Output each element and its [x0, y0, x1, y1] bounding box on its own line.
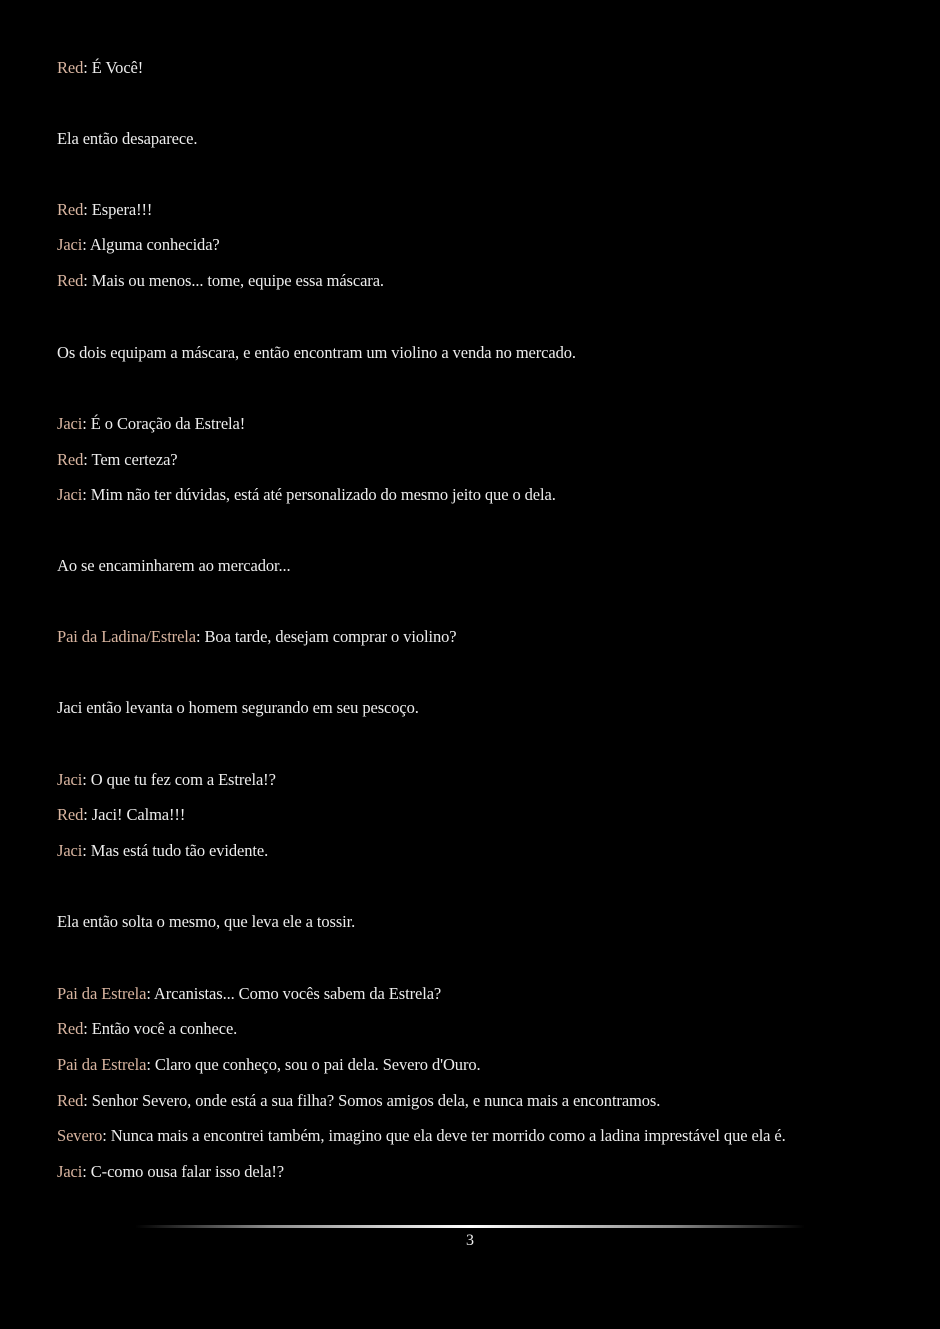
line-text: : Senhor Severo, onde está a sua filha? Somos amigos dela, e nunca mais a encontramos. [83, 1091, 661, 1110]
dialogue-line [57, 627, 457, 647]
dialogue-line [57, 1055, 481, 1075]
dialogue-line [57, 1126, 786, 1146]
dialogue-line [57, 485, 556, 505]
dialogue-line [57, 271, 384, 291]
line-text: : O que tu fez com a Estrela!? [82, 770, 276, 789]
line-text: : Mais ou menos... tome, equipe essa máscara. [83, 271, 384, 290]
line-text: Jaci então levanta o homem segurando em seu pescoço. [57, 698, 419, 717]
narration-line [57, 556, 291, 576]
narration-line [57, 343, 576, 363]
line-text: Os dois equipam a máscara, e então encontram um violino a venda no mercado. [57, 343, 576, 362]
speaker-name: Jaci [57, 485, 83, 504]
speaker-name: Red [57, 805, 84, 824]
dialogue-line [57, 1091, 660, 1111]
speaker-name: Jaci [57, 770, 83, 789]
line-text: Ao se encaminharem ao mercador... [57, 556, 291, 575]
speaker-name: Jaci [57, 414, 83, 433]
speaker-name: Pai da Ladina/Estrela [57, 627, 197, 646]
line-text: : Arcanistas... Como vocês sabem da Estrela? [146, 984, 442, 1003]
speaker-name: Red [57, 1019, 84, 1038]
speaker-name: Red [57, 450, 84, 469]
line-text: : Jaci! Calma!!! [83, 805, 186, 824]
dialogue-line [57, 1162, 284, 1182]
line-text: : Claro que conheço, sou o pai dela. Severo d'Ouro. [146, 1055, 481, 1074]
dialogue-line [57, 450, 178, 470]
narration-line [57, 698, 419, 718]
speaker-name: Severo [57, 1126, 103, 1145]
speaker-name: Red [57, 200, 84, 219]
line-text: : Mas está tudo tão evidente. [82, 841, 269, 860]
line-text: : É Você! [83, 58, 144, 77]
speaker-name: Red [57, 58, 84, 77]
speaker-name: Red [57, 1091, 84, 1110]
speaker-name: Pai da Estrela [57, 1055, 147, 1074]
dialogue-line [57, 58, 143, 78]
dialogue-line [57, 414, 245, 434]
line-text: : Espera!!! [83, 200, 153, 219]
speaker-name: Jaci [57, 1162, 83, 1181]
line-text: : Mim não ter dúvidas, está até personalizado do mesmo jeito que o dela. [82, 485, 556, 504]
footer-divider [135, 1225, 805, 1228]
speaker-name: Pai da Estrela [57, 984, 147, 1003]
dialogue-line [57, 841, 268, 861]
dialogue-line [57, 805, 185, 825]
dialogue-line [57, 200, 152, 220]
dialogue-line [57, 1019, 237, 1039]
narration-line [57, 129, 197, 149]
line-text: Ela então solta o mesmo, que leva ele a tossir. [57, 912, 356, 931]
speaker-name: Jaci [57, 235, 83, 254]
narration-line [57, 912, 355, 932]
line-text: : Então você a conhece. [83, 1019, 238, 1038]
dialogue-line [57, 770, 276, 790]
line-text: Ela então desaparece. [57, 129, 198, 148]
line-text: : C-como ousa falar isso dela!? [82, 1162, 284, 1181]
speaker-name: Red [57, 271, 84, 290]
line-text: : Tem certeza? [83, 450, 178, 469]
dialogue-line [57, 235, 220, 255]
page-number: 3 [466, 1232, 474, 1249]
line-text: : Boa tarde, desejam comprar o violino? [196, 627, 457, 646]
line-text: : É o Coração da Estrela! [82, 414, 246, 433]
dialogue-line [57, 984, 441, 1004]
speaker-name: Jaci [57, 841, 83, 860]
line-text: : Alguma conhecida? [82, 235, 220, 254]
line-text: : Nunca mais a encontrei também, imagino que ela deve ter morrido como a ladina imprestável que ela é. [102, 1126, 786, 1145]
